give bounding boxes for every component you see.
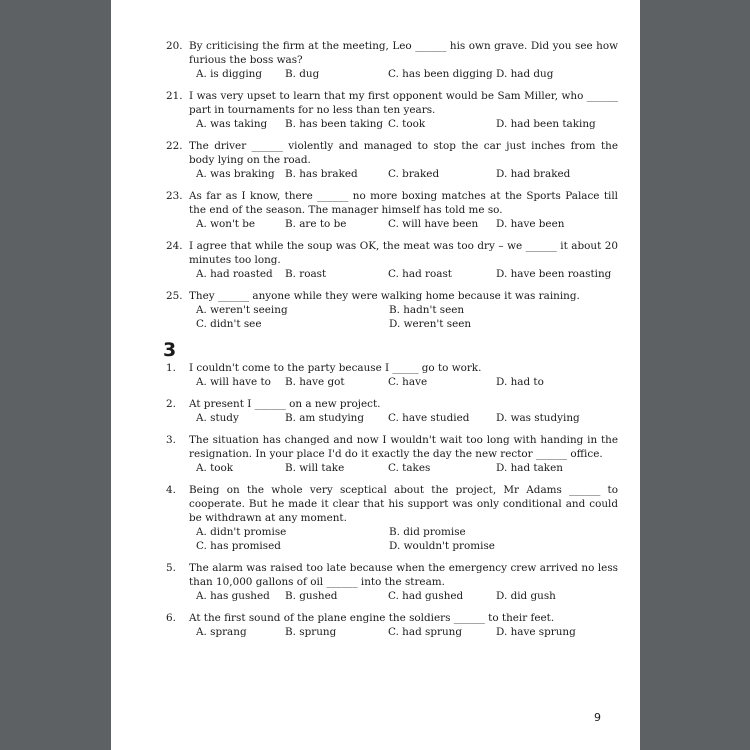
question-number: 21. xyxy=(166,90,183,102)
option-d: D. had dug xyxy=(496,68,554,80)
option-c: C. will have been xyxy=(388,218,479,230)
question-stem: At the first sound of the plane engine the soldiers ______ to their feet. xyxy=(189,612,555,624)
option-a: A. has gushed xyxy=(196,590,270,602)
option-b: B. roast xyxy=(285,268,327,280)
question-stem: I was very upset to learn that my first opponent would be Sam Miller, who ______ part in tournaments for no less than ten years. xyxy=(189,90,618,116)
option-c: C. have xyxy=(388,376,428,388)
option-a: A. took xyxy=(196,462,234,474)
option-a: A. sprang xyxy=(196,626,247,638)
option-b: B. did promise xyxy=(389,526,466,538)
question-4 xyxy=(166,483,618,553)
option-d: D. have sprung xyxy=(496,626,576,638)
left-margin-bar xyxy=(0,0,111,750)
question-stem: The alarm was raised too late because when the emergency crew arrived no less than 10,000 gallons of oil ______ into the stream. xyxy=(189,562,618,588)
page-number: 9 xyxy=(594,711,601,724)
option-a: A. won't be xyxy=(196,218,256,230)
question-stem: As far as I know, there ______ no more boxing matches at the Sports Palace till the end of the season. The manager himself has told me so. xyxy=(189,190,618,216)
right-margin-bar xyxy=(640,0,750,750)
option-c: C. had gushed xyxy=(388,590,464,602)
option-d: D. wouldn't promise xyxy=(389,540,495,552)
option-a: A. didn't promise xyxy=(196,526,287,538)
question-22 xyxy=(166,139,618,181)
question-1 xyxy=(166,361,618,389)
option-c: C. has been digging xyxy=(388,68,493,80)
question-5 xyxy=(166,561,618,603)
option-a: A. was taking xyxy=(196,118,268,130)
option-d: D. was studying xyxy=(496,412,580,424)
question-stem: I couldn't come to the party because I _____ go to work. xyxy=(189,362,482,374)
page-content xyxy=(163,39,618,647)
option-d: D. weren't seen xyxy=(389,318,472,330)
question-stem: At present I ______ on a new project. xyxy=(189,398,381,410)
question-stem: They ______ anyone while they were walking home because it was raining. xyxy=(189,290,580,302)
option-a: A. will have to xyxy=(196,376,271,388)
option-c: C. takes xyxy=(388,462,431,474)
option-a: A. had roasted xyxy=(196,268,273,280)
option-a: A. study xyxy=(196,412,239,424)
option-b: B. has been taking xyxy=(285,118,384,130)
question-20 xyxy=(166,39,618,81)
question-stem: The situation has changed and now I wouldn't wait too long with handing in the resignation. In your place I'd do it exactly the day the new rector ______ office. xyxy=(189,434,618,460)
question-stem: By criticising the firm at the meeting, Leo ______ his own grave. Did you see how furious the boss was? xyxy=(189,40,618,66)
option-d: D. did gush xyxy=(496,590,556,602)
option-a: A. was braking xyxy=(196,168,275,180)
question-number: 22. xyxy=(166,140,183,152)
option-b: B. gushed xyxy=(285,590,338,602)
option-d: D. have been roasting xyxy=(496,268,612,280)
option-a: A. weren't seeing xyxy=(196,304,288,316)
question-number: 6. xyxy=(166,612,176,624)
question-number: 25. xyxy=(166,290,183,302)
option-b: B. will take xyxy=(285,462,345,474)
question-number: 2. xyxy=(166,398,176,410)
question-stem: Being on the whole very sceptical about the project, Mr Adams ______ to cooperate. But he made it clear that his support was only conditional and could be withdrawn at any moment. xyxy=(189,484,618,524)
question-number: 20. xyxy=(166,40,183,52)
option-c: C. has promised xyxy=(196,540,281,552)
option-a: A. is digging xyxy=(196,68,263,80)
question-stem: The driver ______ violently and managed to stop the car just inches from the body lying on the road. xyxy=(189,140,618,166)
option-b: B. sprung xyxy=(285,626,337,638)
section-heading: 3 xyxy=(163,339,177,361)
document-page xyxy=(111,0,640,750)
option-c: C. took xyxy=(388,118,426,130)
option-d: D. had to xyxy=(496,376,544,388)
question-number: 24. xyxy=(166,240,183,252)
option-d: D. have been xyxy=(496,218,565,230)
option-b: B. have got xyxy=(285,376,345,388)
option-c: C. didn't see xyxy=(196,318,262,330)
question-21 xyxy=(166,89,618,131)
option-c: C. have studied xyxy=(388,412,470,424)
option-b: B. am studying xyxy=(285,412,364,424)
question-6 xyxy=(166,611,618,639)
option-d: D. had been taking xyxy=(496,118,596,130)
option-b: B. has braked xyxy=(285,168,358,180)
option-b: B. hadn't seen xyxy=(389,304,465,316)
option-c: C. had sprung xyxy=(388,626,463,638)
option-b: B. are to be xyxy=(285,218,347,230)
question-number: 23. xyxy=(166,190,183,202)
question-number: 1. xyxy=(166,362,176,374)
question-stem: I agree that while the soup was OK, the meat was too dry – we ______ it about 20 minutes too long. xyxy=(189,240,618,266)
question-2 xyxy=(166,397,618,425)
question-number: 5. xyxy=(166,562,176,574)
question-number: 4. xyxy=(166,484,176,496)
option-d: D. had braked xyxy=(496,168,571,180)
question-25 xyxy=(166,289,618,331)
option-c: C. braked xyxy=(388,168,440,180)
question-23 xyxy=(166,189,618,231)
option-b: B. dug xyxy=(285,68,320,80)
question-3 xyxy=(166,433,618,475)
question-number: 3. xyxy=(166,434,176,446)
question-24 xyxy=(166,239,618,281)
option-c: C. had roast xyxy=(388,268,452,280)
option-d: D. had taken xyxy=(496,462,563,474)
